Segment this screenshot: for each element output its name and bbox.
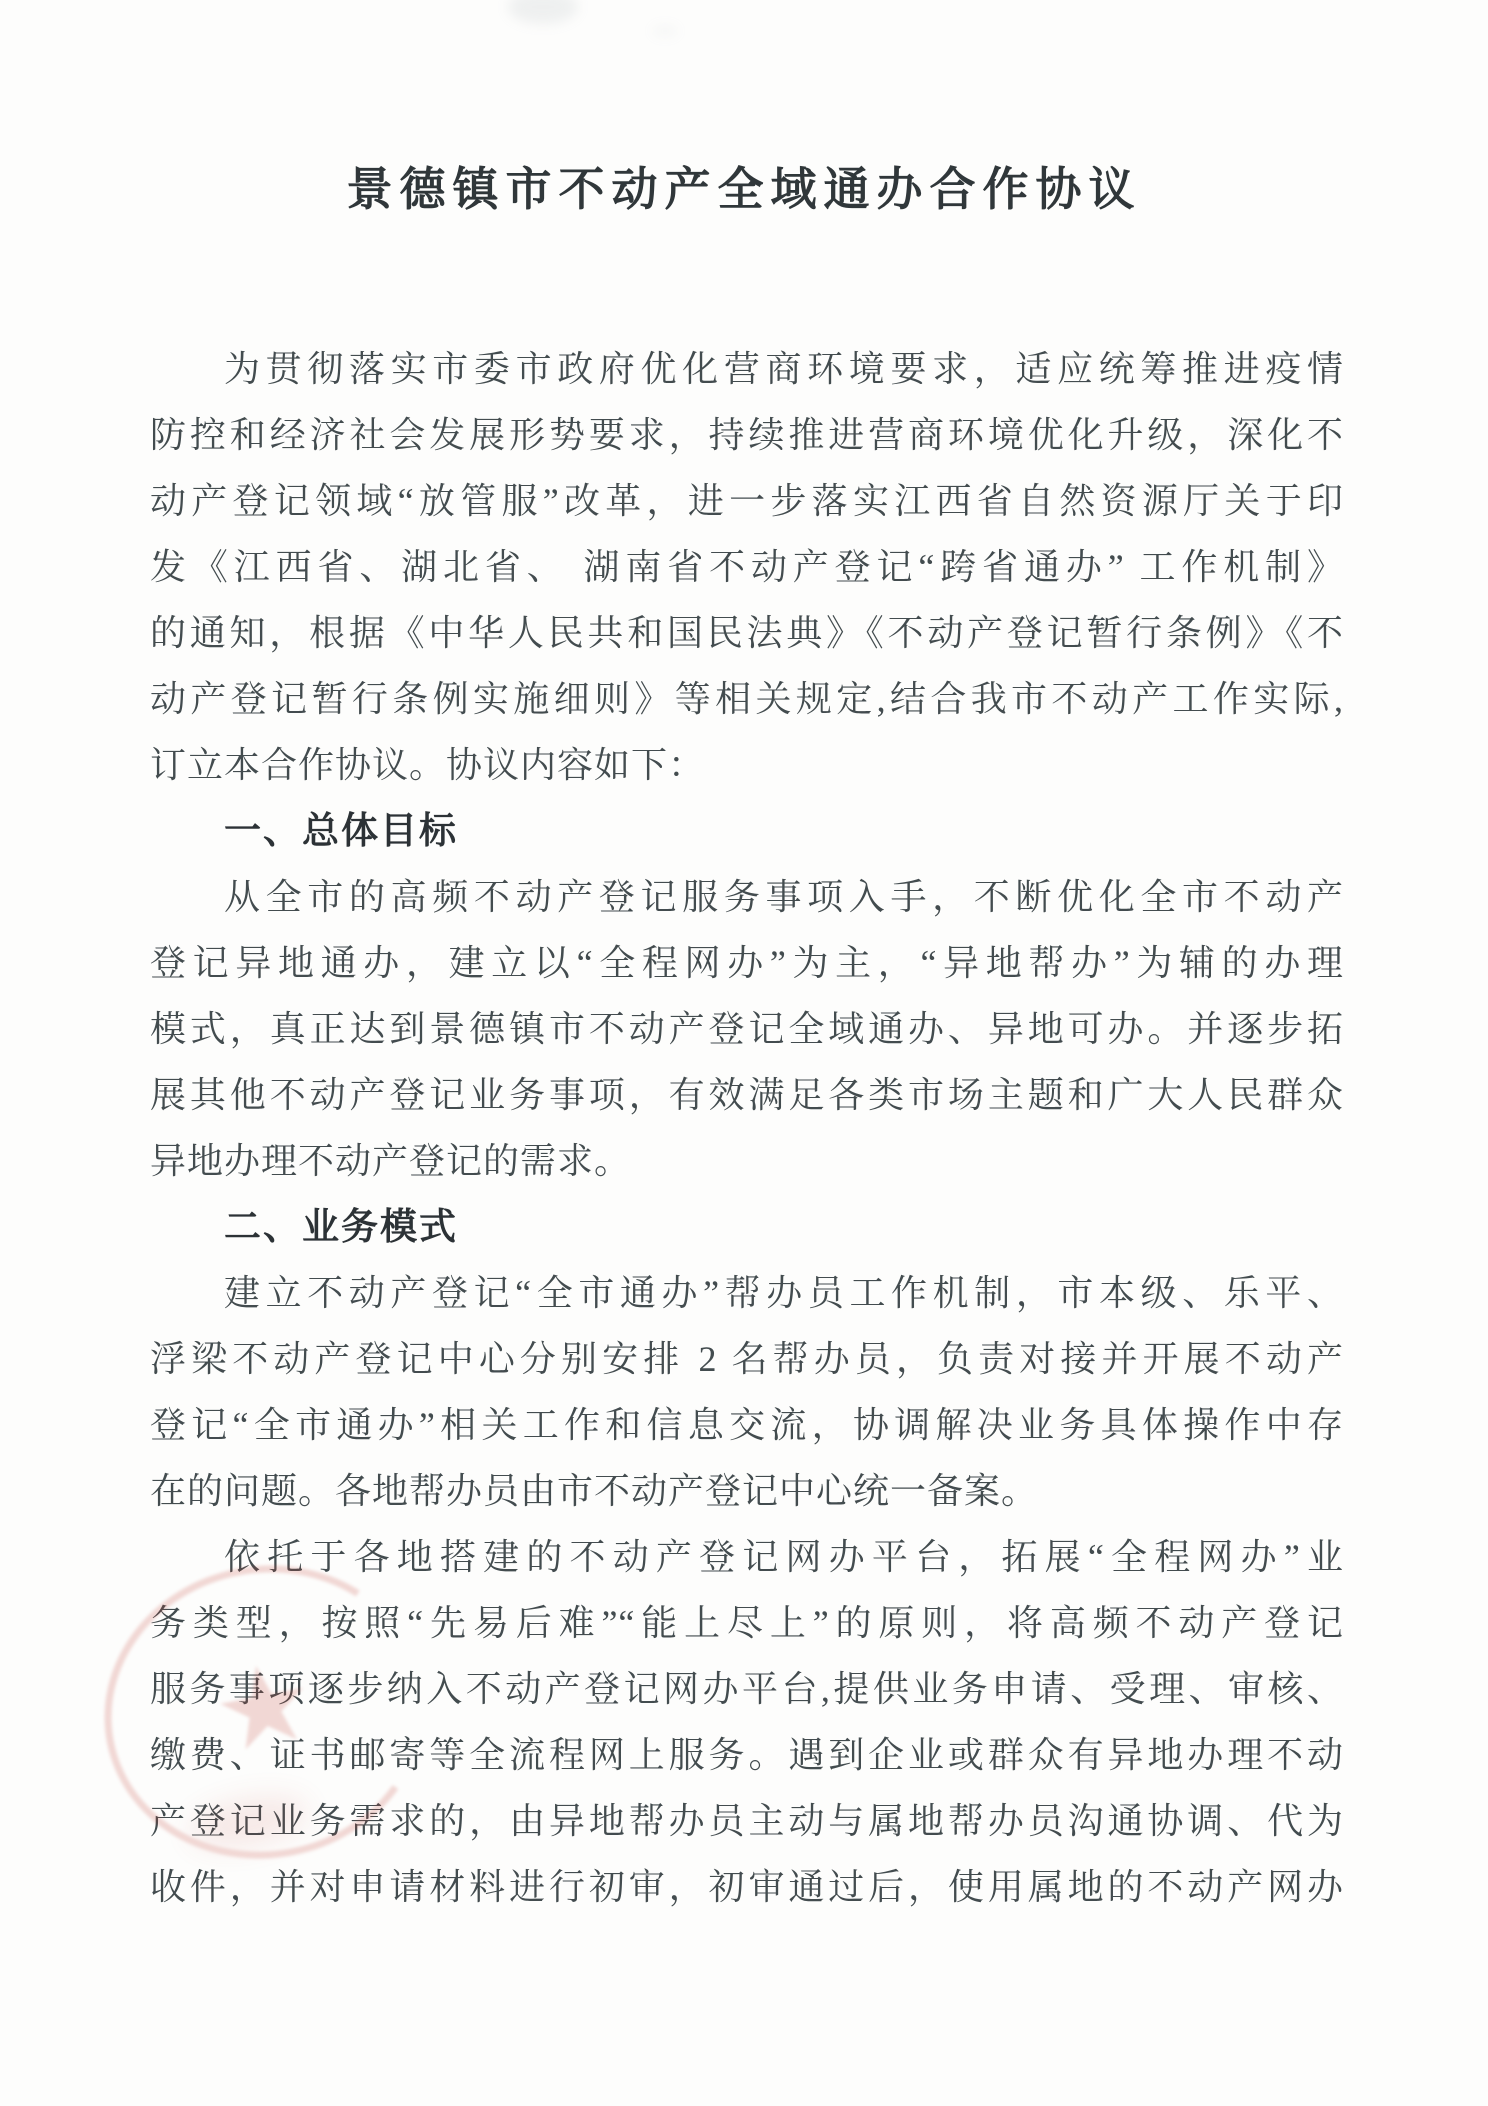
text-line: 展其他不动产登记业务事项，有效满足各类市场主题和广大人民群众	[150, 1075, 1344, 1115]
scanner-smudge	[652, 26, 678, 36]
scanner-smudge	[508, 0, 578, 24]
text-line: 收件，并对申请材料进行初审，初审通过后，使用属地的不动产网办	[150, 1867, 1344, 1907]
text-line: 登记异地通办，建立以“全程网办”为主，“异地帮办”为辅的办理	[150, 943, 1344, 983]
text-line: 动产登记暂行条例实施细则》等相关规定,结合我市不动产工作实际,	[150, 679, 1344, 719]
text-line: 浮梁不动产登记中心分别安排 2 名帮办员，负责对接并开展不动产	[150, 1339, 1344, 1379]
text-line: 为贯彻落实市委市政府优化营商环境要求，适应统筹推进疫情	[224, 349, 1344, 389]
document-body	[150, 336, 1344, 1920]
section-heading: 一、总体目标	[224, 810, 458, 851]
text-line: 服务事项逐步纳入不动产登记网办平台,提供业务申请、受理、审核、	[150, 1669, 1344, 1709]
text-line: 防控和经济社会发展形势要求，持续推进营商环境优化升级，深化不	[150, 415, 1344, 455]
text-line: 订立本合作协议。协议内容如下：	[150, 745, 706, 785]
text-line: 异地办理不动产登记的需求。	[150, 1141, 632, 1181]
text-line: 模式，真正达到景德镇市不动产登记全域通办、异地可办。并逐步拓	[150, 1009, 1344, 1049]
text-line: 依托于各地搭建的不动产登记网办平台，拓展“全程网办”业	[224, 1537, 1344, 1577]
text-line: 的通知，根据《中华人民共和国民法典》《不动产登记暂行条例》《不	[150, 613, 1344, 653]
text-line: 在的问题。各地帮办员由市不动产登记中心统一备案。	[150, 1471, 1039, 1511]
seal-star-icon: ★	[204, 1638, 325, 1777]
text-line: 务类型，按照“先易后难”“能上尽上”的原则，将高频不动产登记	[150, 1603, 1344, 1643]
text-line: 建立不动产登记“全市通办”帮办员工作机制，市本级、乐平、	[224, 1273, 1344, 1313]
text-line: 从全市的高频不动产登记服务事项入手，不断优化全市不动产	[224, 877, 1344, 917]
document-title: 景德镇市不动产全域通办合作协议	[346, 162, 1142, 215]
section-heading: 二、业务模式	[224, 1206, 458, 1247]
text-line: 缴费、证书邮寄等全流程网上服务。遇到企业或群众有异地办理不动	[150, 1735, 1344, 1775]
text-line: 动产登记领域“放管服”改革，进一步落实江西省自然资源厅关于印	[150, 481, 1344, 521]
text-line: 登记“全市通办”相关工作和信息交流，协调解决业务具体操作中存	[150, 1405, 1344, 1445]
text-line: 产登记业务需求的，由异地帮办员主动与属地帮办员沟通协调、代为	[150, 1801, 1344, 1841]
text-line: 发《江西省、湖北省、 湖南省不动产登记“跨省通办” 工作机制》	[150, 547, 1344, 587]
